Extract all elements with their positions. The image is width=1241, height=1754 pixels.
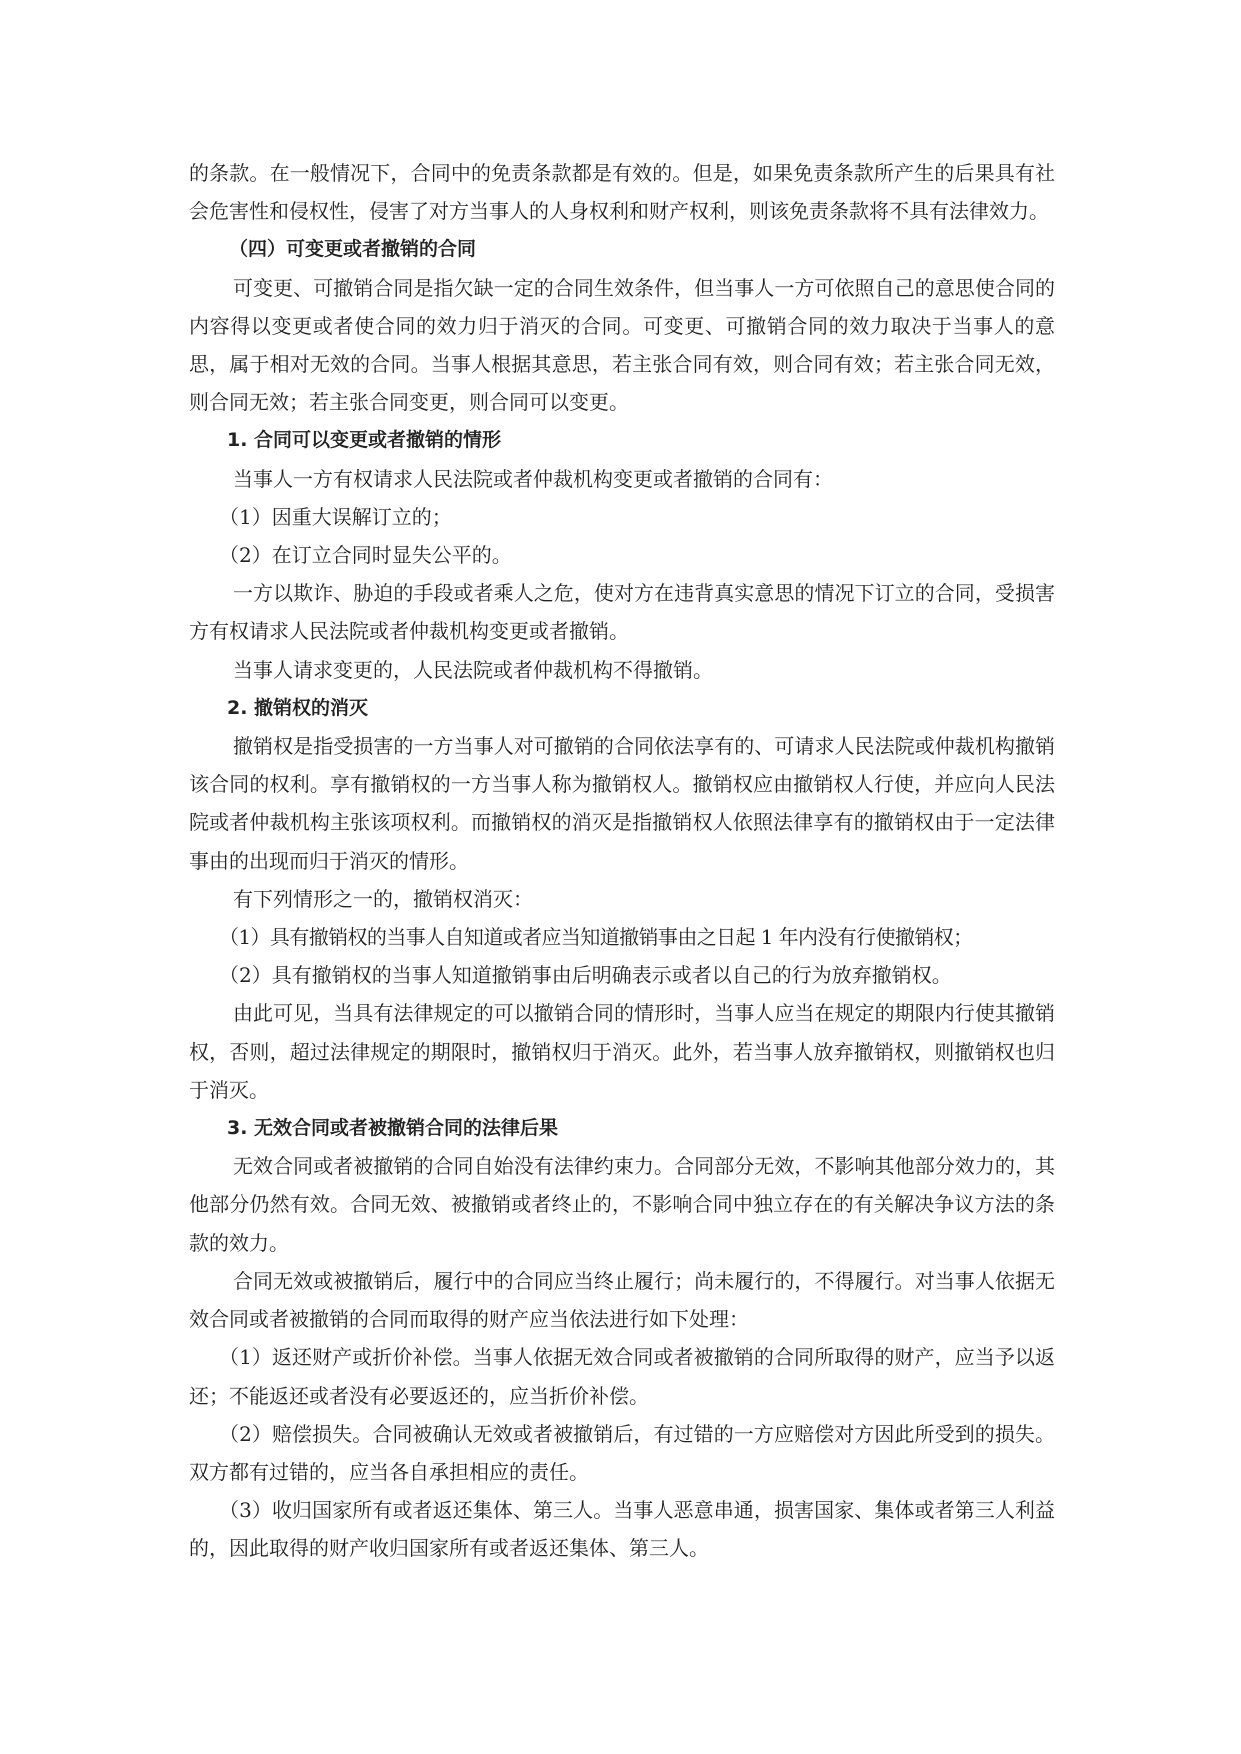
subsection-heading: 1. 合同可以变更或者撤销的情形	[227, 429, 502, 452]
paragraph: 当事人一方有权请求人民法院或者仲裁机构变更或者撤销的合同有：	[233, 466, 833, 491]
list-item: （1）具有撤销权的当事人自知道或者应当知道撤销事由之日起 1 年内没有行使撤销权；	[219, 925, 973, 950]
paragraph: 由此可见，当具有法律规定的可以撤销合同的情形时，当事人应当在规定的期限内行使其撤销权，否则，超过法律规定的期限时，撤销权归于消灭。此外，若当事人放弃撤销权，则撤销权也归于消灭。	[189, 1001, 1055, 1102]
section-heading: （四）可变更或者撤销的合同	[229, 238, 477, 261]
paragraph: 有下列情形之一的，撤销权消灭：	[233, 886, 533, 911]
paragraph: 当事人请求变更的，人民法院或者仲裁机构不得撤销。	[233, 657, 713, 682]
paragraph: 合同无效或被撤销后，履行中的合同应当终止履行；尚未履行的，不得履行。对当事人依据无效合同或者被撤销的合同而取得的财产应当依法进行如下处理：	[189, 1268, 1055, 1332]
list-item: （1）因重大误解订立的；	[219, 504, 452, 529]
subsection-heading: 3. 无效合同或者被撤销合同的法律后果	[227, 1117, 559, 1140]
subsection-heading: 2. 撤销权的消灭	[227, 696, 369, 719]
paragraph: 无效合同或者被撤销的合同自始没有法律约束力。合同部分无效，不影响其他部分效力的，其他部分仍然有效。合同无效、被撤销或者终止的，不影响合同中独立存在的有关解决争议方法的条款的效力。	[189, 1154, 1055, 1255]
list-item: （2）具有撤销权的当事人知道撤销事由后明确表示或者以自己的行为放弃撤销权。	[219, 963, 952, 988]
list-item: （2）赔偿损失。合同被确认无效或者被撤销后，有过错的一方应赔偿对方因此所受到的损失。双方都有过错的，应当各自承担相应的责任。	[189, 1421, 1055, 1484]
list-item: （2）在订立合同时显失公平的。	[219, 543, 512, 568]
list-item: （3）收归国家所有或者返还集体、第三人。当事人恶意串通，损害国家、集体或者第三人利益的，因此取得的财产收归国家所有或者返还集体、第三人。	[189, 1498, 1055, 1561]
document-body	[189, 154, 1055, 1568]
paragraph: 撤销权是指受损害的一方当事人对可撤销的合同依法享有的、可请求人民法院或仲裁机构撤销该合同的权利。享有撤销权的一方当事人称为撤销权人。撤销权应由撤销权人行使，并应向人民法院或者仲裁机构主张该项权利。而撤销权的消灭是指撤销权人依照法律享有的撤销权由于一定法律事由的出现而归于消灭的情形。	[189, 734, 1055, 873]
paragraph: 可变更、可撤销合同是指欠缺一定的合同生效条件，但当事人一方可依照自己的意思使合同的内容得以变更或者使合同的效力归于消灭的合同。可变更、可撤销合同的效力取决于当事人的意思，属于相对无效的合同。当事人根据其意思，若主张合同有效，则合同有效；若主张合同无效，则合同无效；若主张合同变更，则合同可以变更。	[189, 275, 1055, 415]
paragraph-continued: 的条款。在一般情况下，合同中的免责条款都是有效的。但是，如果免责条款所产生的后果具有社会危害性和侵权性，侵害了对方当事人的人身权利和财产权利，则该免责条款将不具有法律效力。	[189, 161, 1055, 224]
paragraph: 一方以欺诈、胁迫的手段或者乘人之危，使对方在违背真实意思的情况下订立的合同，受损害方有权请求人民法院或者仲裁机构变更或者撤销。	[189, 581, 1055, 644]
list-item: （1）返还财产或折价补偿。当事人依据无效合同或者被撤销的合同所取得的财产，应当予以返还；不能返还或者没有必要返还的，应当折价补偿。	[189, 1345, 1055, 1408]
